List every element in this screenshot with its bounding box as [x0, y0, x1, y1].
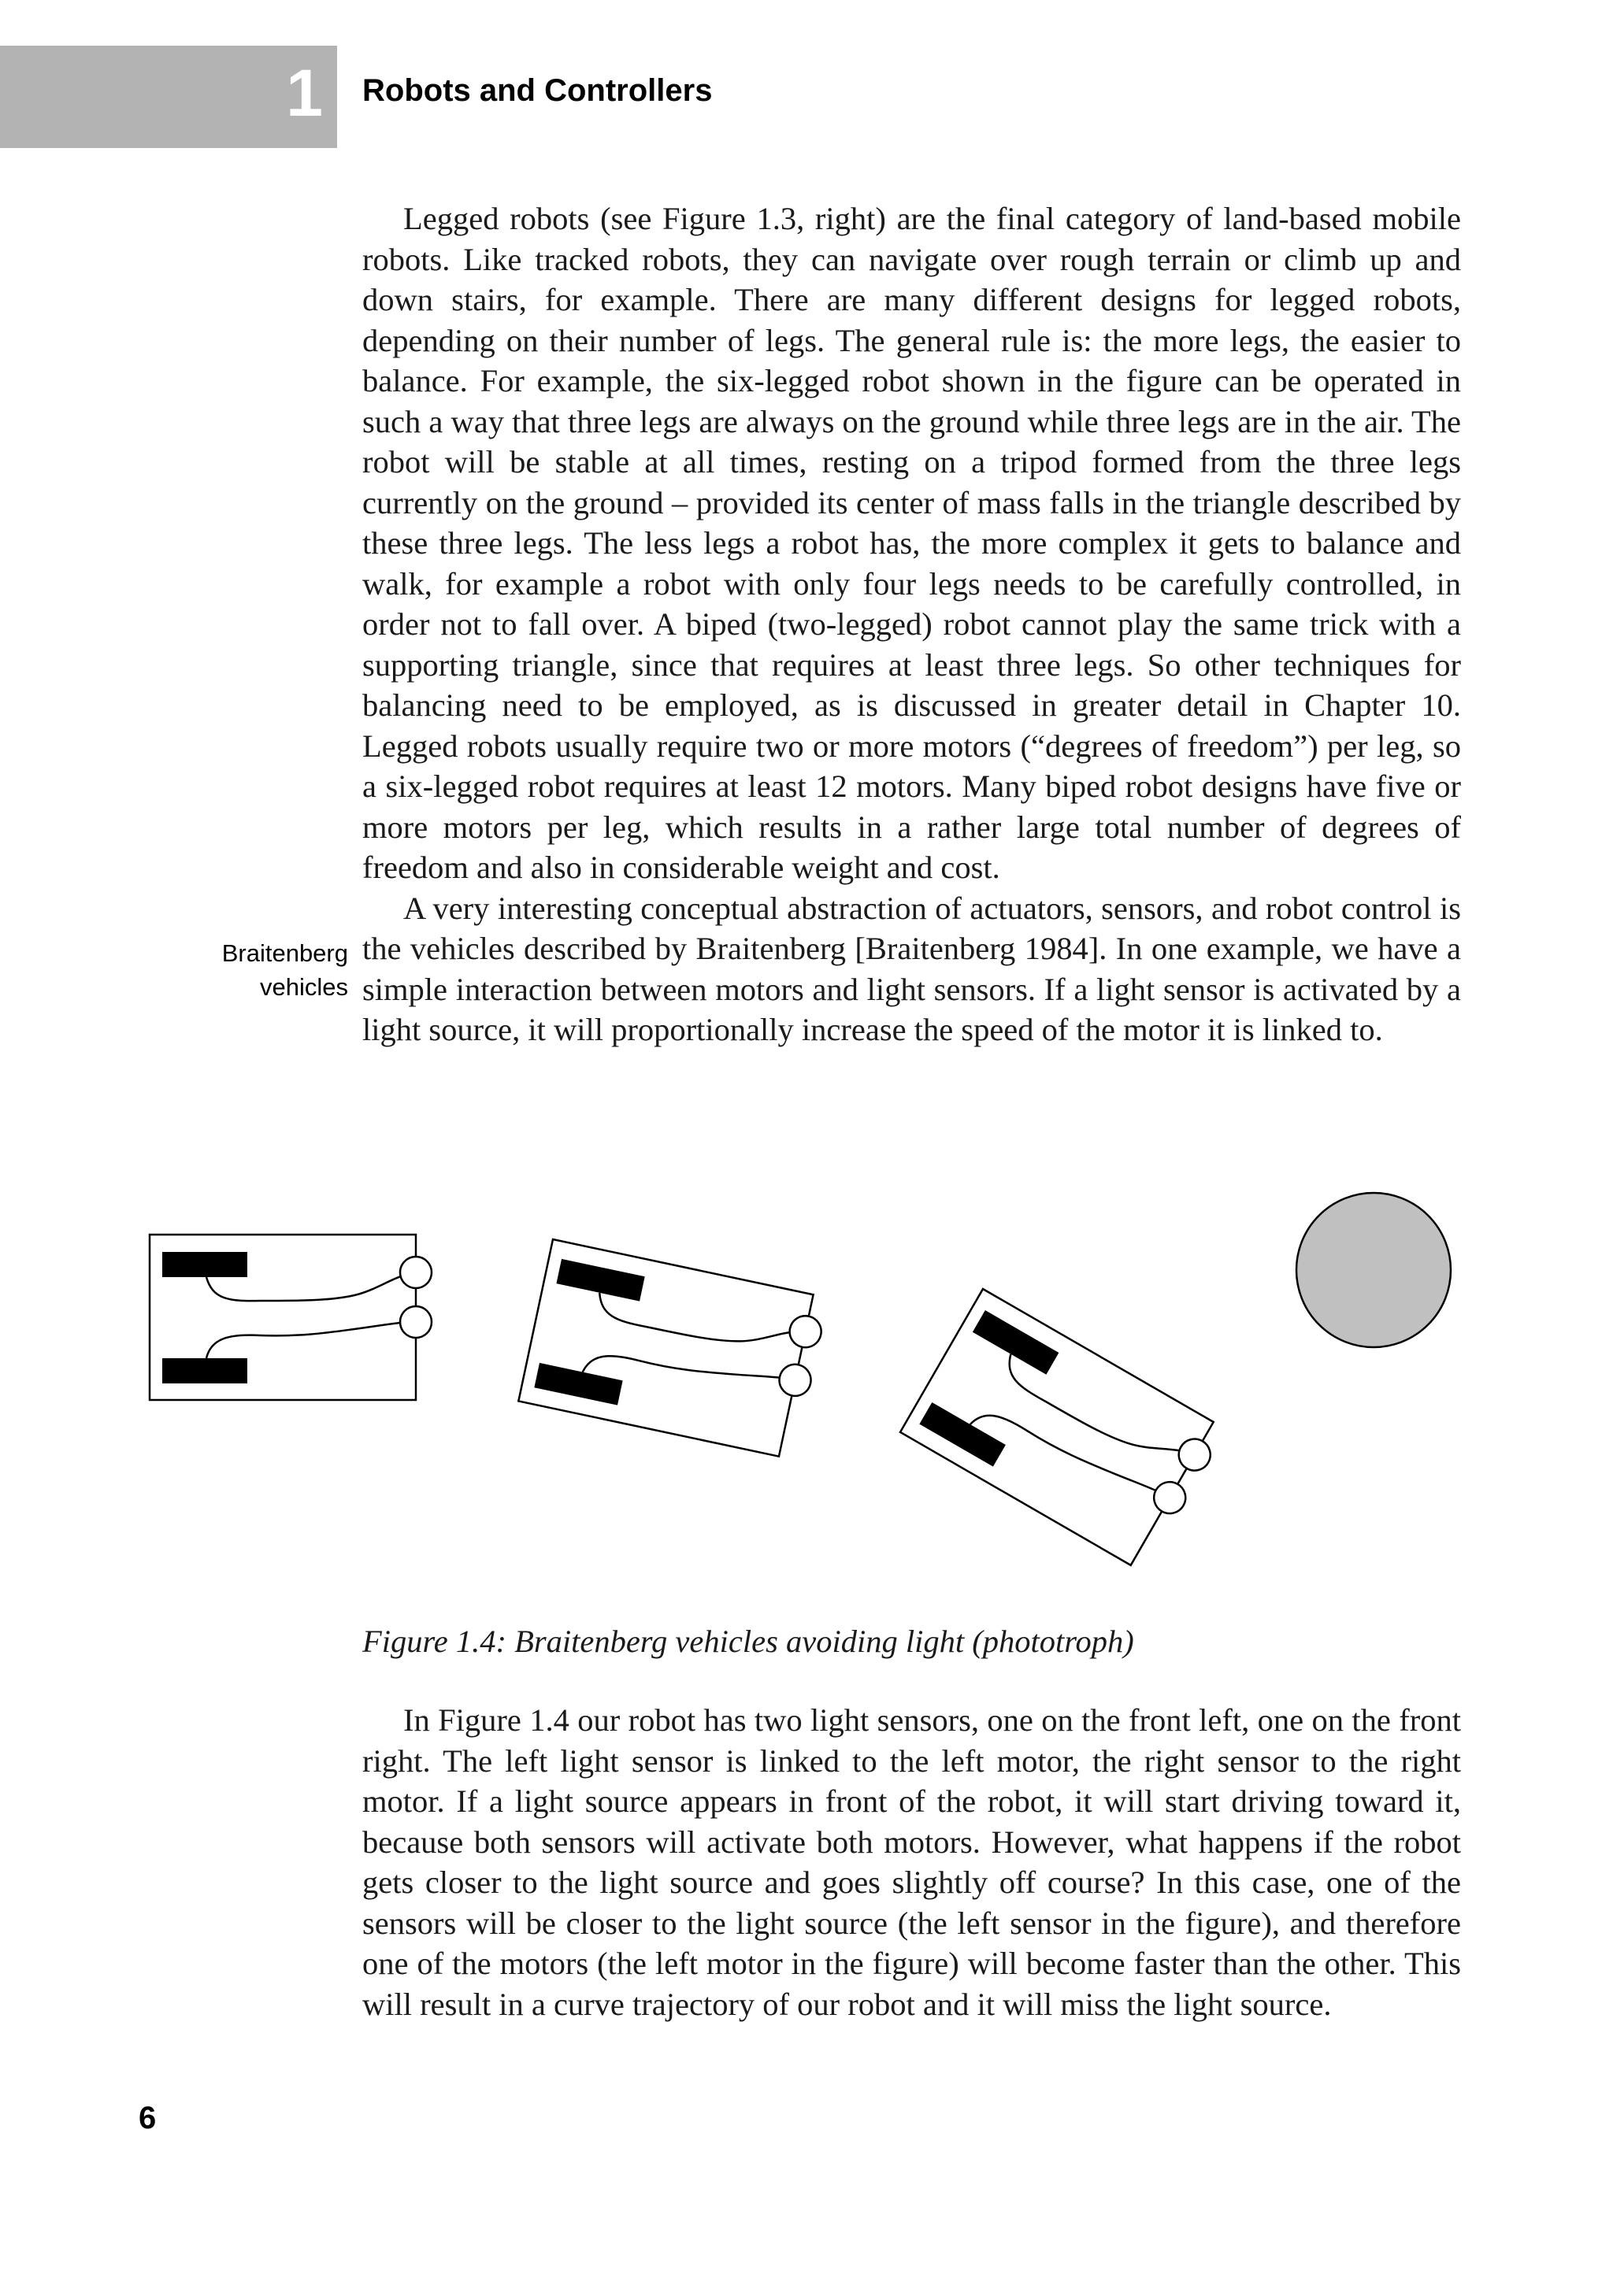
chapter-tab — [0, 46, 337, 148]
vehicle-1 — [150, 1235, 432, 1400]
body-text-lower — [362, 1700, 1461, 2024]
paragraph-figure-explanation: In Figure 1.4 our robot has two light sensors, one on the front left, one on the front right. The left light sensor is linked to the left motor, the right sensor to the right motor. If a light source appears in front of the robot, it will start driving toward it, because both sensors will activate both motors. However, what happens if the robot gets closer to the light source and goes slightly off course? In this case, one of the sensors will be closer to the light source (the left sensor in the figure), and therefore one of the motors (the left motor in the figure) will become faster than the other. This will result in a curve trajectory of our robot and it will miss the light source. — [362, 1702, 1461, 2022]
paragraph-legged-robots: Legged robots (see Figure 1.3, right) are the final category of land-based mobile robots. Like tracked robots, they can navigate over rough terrain or climb up and down stairs, for example. There are many different designs for legged robots, depending on their number of legs. The general rule is: the more legs, the easier to balance. For example, the six-legged robot shown in the figure can be operated in such a way that three legs are always on the ground while three legs are in the air. The robot will be stable at all times, resting on a tripod formed from the three legs currently on the ground – provided its center of mass falls in the triangle described by these three legs. The less legs a robot has, the more complex it gets to balance and walk, for example a robot with only four legs needs to be carefully controlled, in order not to fall over. A biped (two-legged) robot cannot play the same trick with a supporting triangle, since that requires at least three legs. So other techniques for balancing need to be employed, as is discussed in greater detail in Chapter 10. Legged robots usually require two or more motors (“degrees of freedom”) per leg, so a six-legged robot requires at least 12 motors. Many biped robot designs have five or more motors per leg, which results in a rather large total number of degrees of freedom and also in considerable weight and cost. — [362, 201, 1461, 885]
margin-note-line-2: vehicles — [260, 973, 348, 1001]
figure-braitenberg-vehicles — [0, 1165, 1613, 1606]
margin-note-line-1: Braitenberg — [221, 939, 348, 967]
vehicle-1-motor-right — [162, 1358, 247, 1383]
margin-note — [158, 936, 348, 1004]
page-number: 6 — [139, 2101, 157, 2135]
vehicle-1-sensor-right — [400, 1306, 432, 1338]
chapter-title: Robots and Controllers — [362, 73, 713, 108]
light-source — [1296, 1193, 1451, 1347]
vehicle-1-motor-left — [162, 1252, 247, 1277]
vehicle-1-sensor-left — [400, 1257, 432, 1288]
figure-caption: Figure 1.4: Braitenberg vehicles avoiding light (phototroph) — [362, 1624, 1134, 1659]
chapter-number: 1 — [286, 56, 323, 130]
vehicle-3 — [900, 1289, 1227, 1573]
paragraph-braitenberg: A very interesting conceptual abstraction of actuators, sensors, and robot control is the vehicles described by Braitenberg [Braitenberg 1984]. In one example, we have a simple interaction between motors and light sensors. If a light sensor is activated by a light source, it will proportionally increase the speed of the motor it is linked to. — [362, 890, 1461, 1047]
body-text-upper — [362, 198, 1461, 1050]
vehicle-2 — [518, 1239, 829, 1460]
figure-drawing — [0, 1165, 1613, 1606]
